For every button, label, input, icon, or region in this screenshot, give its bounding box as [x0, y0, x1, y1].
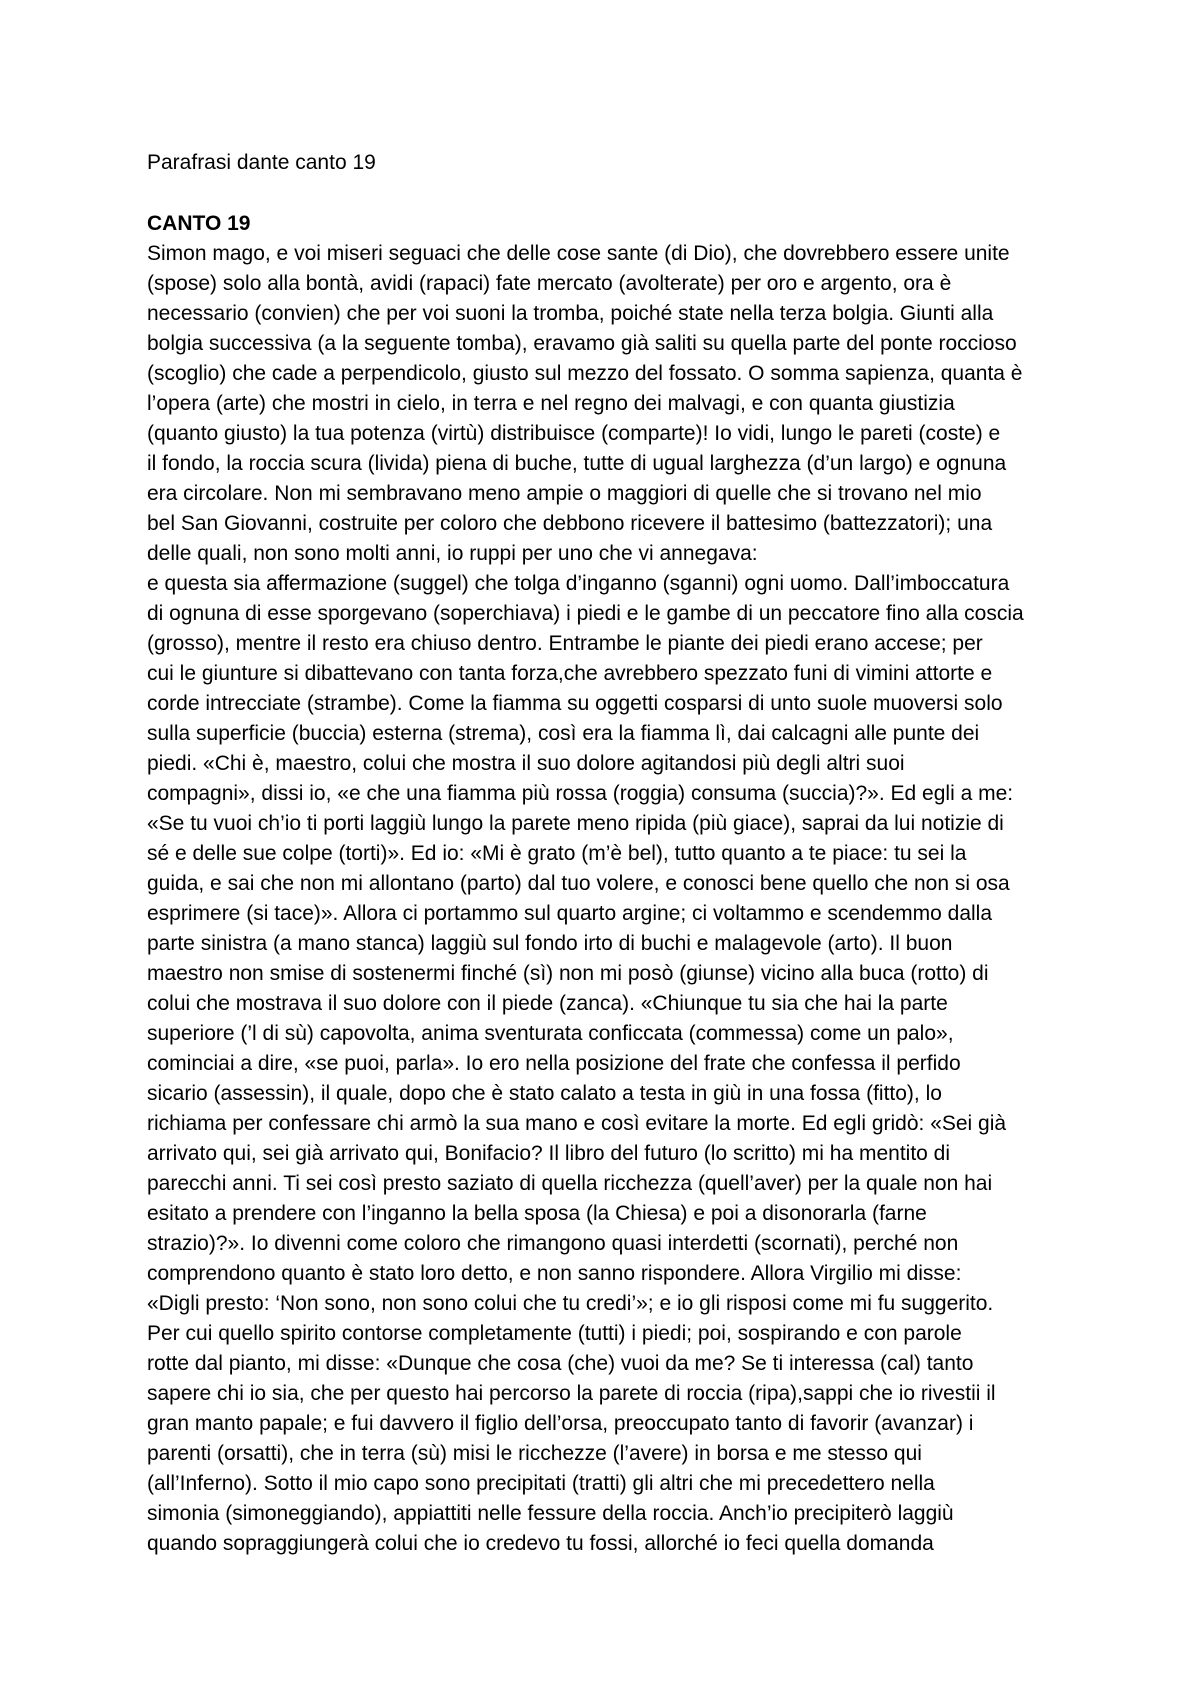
text-line: bolgia successiva (a la seguente tomba), eravamo già saliti su quella parte del ponte roccioso [147, 332, 1017, 355]
text-line: esprimere (si tace)». Allora ci portammo sul quarto argine; ci voltammo e scendemmo dalla [147, 902, 993, 925]
text-line: (grosso), mentre il resto era chiuso dentro. Entrambe le piante dei piedi erano accese; per [147, 632, 983, 655]
text-line: superiore (’l di sù) capovolta, anima sventurata conficcata (commessa) come un palo», [147, 1022, 954, 1045]
text-line: parecchi anni. Ti sei così presto saziato di quella ricchezza (quell’aver) per la quale non hai [147, 1172, 993, 1195]
text-line: esitato a prendere con l’inganno la bella sposa (la Chiesa) e poi a disonorarla (farne [147, 1202, 927, 1225]
text-line: e questa sia affermazione (suggel) che tolga d’inganno (sganni) ogni uomo. Dall’imboccatura [147, 572, 1010, 595]
text-line: era circolare. Non mi sembravano meno ampie o maggiori di quelle che si trovano nel mio [147, 482, 982, 505]
text-line: richiama per confessare chi armò la sua mano e così evitare la morte. Ed egli gridò: «Sei già [147, 1112, 1007, 1135]
text-line: quando sopraggiungerà colui che io credevo tu fossi, allorché io feci quella domanda [147, 1532, 934, 1555]
text-line: maestro non smise di sostenermi finché (sì) non mi posò (giunse) vicino alla buca (rotto) di [147, 962, 989, 985]
text-line: arrivato qui, sei già arrivato qui, Bonifacio? Il libro del futuro (lo scritto) mi ha mentito di [147, 1142, 951, 1165]
text-line: «Digli presto: ‘Non sono, non sono colui che tu credi’»; e io gli risposi come mi fu suggerito. [147, 1292, 994, 1315]
text-line: (spose) solo alla bontà, avidi (rapaci) fate mercato (avolterate) per oro e argento, ora è [147, 272, 952, 295]
paraphrase-body [147, 239, 1082, 1559]
text-line: piedi. «Chi è, maestro, colui che mostra il suo dolore agitandosi più degli altri suoi [147, 752, 905, 775]
document-title: Parafrasi dante canto 19 [147, 151, 376, 174]
text-line: sulla superficie (buccia) esterna (strema), così era la fiamma lì, dai calcagni alle punte dei [147, 722, 980, 745]
text-line: comprendono quanto è stato loro detto, e non sanno rispondere. Allora Virgilio mi disse: [147, 1262, 962, 1285]
text-line: compagni», dissi io, «e che una fiamma più rossa (roggia) consuma (succia)?». Ed egli a me: [147, 782, 1014, 805]
text-line: delle quali, non sono molti anni, io ruppi per uno che vi annegava: [147, 542, 758, 565]
text-line: parenti (orsatti), che in terra (sù) misi le ricchezze (l’avere) in borsa e me stesso qui [147, 1442, 922, 1465]
text-line: cominciai a dire, «se puoi, parla». Io ero nella posizione del frate che confessa il perfido [147, 1052, 961, 1075]
text-line: strazio)?». Io divenni come coloro che rimangono quasi interdetti (scornati), perché non [147, 1232, 959, 1255]
text-line: gran manto papale; e fui davvero il figlio dell’orsa, preoccupato tanto di favorir (avanzar) i [147, 1412, 974, 1435]
text-line: colui che mostrava il suo dolore con il piede (zanca). «Chiunque tu sia che hai la parte [147, 992, 948, 1015]
text-line: (all’Inferno). Sotto il mio capo sono precipitati (tratti) gli altri che mi precedettero nella [147, 1472, 935, 1495]
text-line: rotte dal pianto, mi disse: «Dunque che cosa (che) vuoi da me? Se ti interessa (cal) tanto [147, 1352, 974, 1375]
text-line: sapere chi io sia, che per questo hai percorso la parete di roccia (ripa),sappi che io rivestii il [147, 1382, 996, 1405]
text-line: (scoglio) che cade a perpendicolo, giusto sul mezzo del fossato. O somma sapienza, quanta è [147, 362, 1023, 385]
text-line: Per cui quello spirito contorse completamente (tutti) i piedi; poi, sospirando e con parole [147, 1322, 962, 1345]
text-line: di ognuna di esse sporgevano (soperchiava) i piedi e le gambe di un peccatore fino alla coscia [147, 602, 1024, 625]
text-line: sicario (assessin), il quale, dopo che è stato calato a testa in giù in una fossa (fitto), lo [147, 1082, 942, 1105]
text-line: simonia (simoneggiando), appiattiti nelle fessure della roccia. Anch’io precipiterò laggiù [147, 1502, 954, 1525]
text-line: l’opera (arte) che mostri in cielo, in terra e nel regno dei malvagi, e con quanta giustizia [147, 392, 955, 415]
text-line: sé e delle sue colpe (torti)». Ed io: «Mi è grato (m’è bel), tutto quanto a te piace: tu sei la [147, 842, 967, 865]
text-line: necessario (convien) che per voi suoni la tromba, poiché state nella terza bolgia. Giunti alla [147, 302, 994, 325]
text-line: «Se tu vuoi ch’io ti porti laggiù lungo la parete meno ripida (più giace), saprai da lui notizie di [147, 812, 1004, 835]
text-line: il fondo, la roccia scura (livida) piena di buche, tutte di ugual larghezza (d’un largo) e ognuna [147, 452, 1007, 475]
document-page [147, 148, 1082, 1559]
text-line: cui le giunture si dibattevano con tanta forza,che avrebbero spezzato funi di vimini attorte e [147, 662, 993, 685]
text-line: guida, e sai che non mi allontano (parto) dal tuo volere, e conosci bene quello che non si osa [147, 872, 1010, 895]
canto-heading: CANTO 19 [147, 212, 251, 235]
text-line: (quanto giusto) la tua potenza (virtù) distribuisce (comparte)! Io vidi, lungo le pareti (coste) e [147, 422, 1001, 445]
text-line: parte sinistra (a mano stanca) laggiù sul fondo irto di buchi e malagevole (arto). Il buon [147, 932, 953, 955]
text-line: corde intrecciate (strambe). Come la fiamma su oggetti cosparsi di unto suole muoversi solo [147, 692, 1003, 715]
text-line: bel San Giovanni, costruite per coloro che debbono ricevere il battesimo (battezzatori); una [147, 512, 993, 535]
text-line: Simon mago, e voi miseri seguaci che delle cose sante (di Dio), che dovrebbero essere unite [147, 242, 1010, 265]
